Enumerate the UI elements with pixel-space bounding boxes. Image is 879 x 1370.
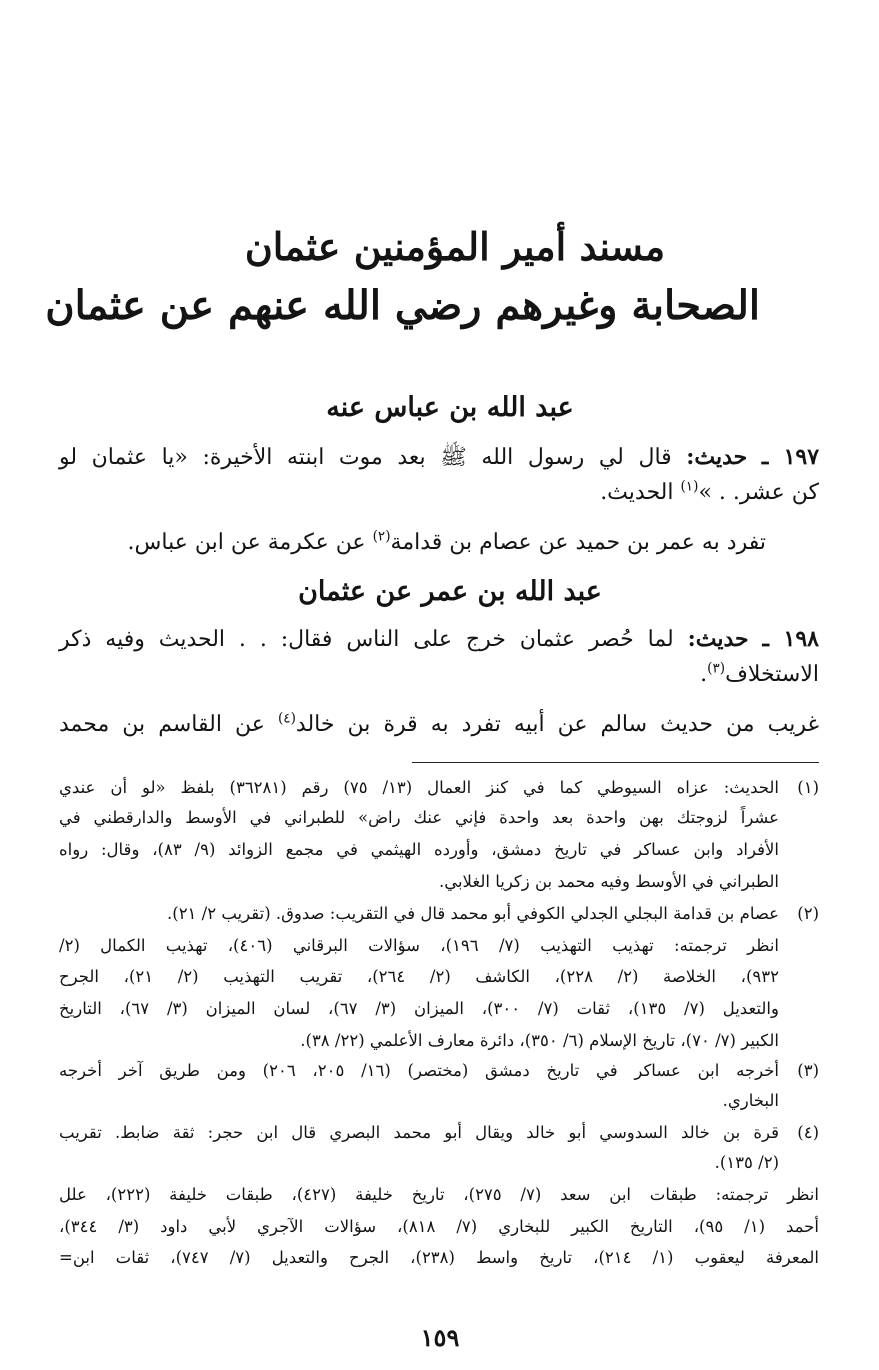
- note-text: غريب من حديث سالم عن أبيه تفرد به قرة بن خالد: [295, 712, 819, 737]
- hadith-tag: حديث:: [686, 444, 748, 470]
- hadith-197-line-2: [59, 478, 819, 505]
- hadith-text: الاستخلاف: [725, 662, 819, 687]
- footnote-ref-4[interactable]: (٤): [277, 710, 296, 727]
- footnote-4-line: انظر ترجمته: طبقات ابن سعد (٧/ ٢٧٥)، تاريخ خليفة (٤٢٧)، طبقات خليفة (٢٢٢)، علل: [59, 1185, 819, 1204]
- footnote-number: (٤): [797, 1123, 819, 1142]
- footnote-4-line: أحمد (١/ ٩٥)، التاريخ الكبير للبخاري (٧/ ٨١٨)، سؤالات الآجري لأبي داود (٣/ ٣٤٤)،: [59, 1217, 819, 1236]
- note-text: عن القاسم بن محمد: [59, 712, 278, 737]
- footnote-2-line: والتعديل (٧/ ١٣٥)، ثقات (٧/ ٣٠٠)، الميزان (٣/ ٦٧)، لسان الميزان (٣/ ٦٧)، التاريخ: [59, 999, 779, 1018]
- footnote-number: (٢): [797, 904, 819, 923]
- hadith-197-note: [61, 528, 766, 555]
- page-number: ١٥٩: [420, 1323, 460, 1352]
- footnote-number: (١): [797, 778, 819, 797]
- page-title-line-1: مسند أمير المؤمنين عثمان: [244, 224, 666, 269]
- hadith-text: .: [700, 662, 708, 687]
- footnote-divider: [412, 762, 819, 763]
- note-text: تفرد به عمر بن حميد عن عصام بن قدامة: [390, 530, 766, 555]
- hadith-number: ١٩٨ ـ: [762, 626, 819, 652]
- footnote-4-line: المعرفة ليعقوب (١/ ٢١٤)، تاريخ واسط (٢٣٨)، الجرح والتعديل (٧/ ٧٤٧)، ثقات ابن=: [59, 1248, 819, 1267]
- footnote-text: قرة بن خالد السدوسي أبو خالد ويقال أبو محمد البصري قال ابن حجر: ثقة ضابط. تقريب: [59, 1123, 779, 1142]
- footnote-ref-3[interactable]: (٣): [707, 660, 726, 677]
- hadith-text: لما حُصر عثمان خرج على الناس فقال: . . الحديث وفيه ذكر: [59, 627, 674, 652]
- footnote-3-line: البخاري.: [722, 1091, 779, 1110]
- hadith-tag: حديث:: [687, 626, 749, 652]
- hadith-198-note: [59, 710, 819, 737]
- hadith-text: قال لي رسول الله ﷺ بعد موت ابنته الأخيرة: «يا عثمان لو: [59, 445, 672, 470]
- hadith-number: ١٩٧ ـ: [761, 444, 820, 470]
- page-title-line-2: الصحابة وغيرهم رضي الله عنهم عن عثمان: [45, 282, 760, 329]
- hadith-text: كن عشر. . »: [698, 480, 819, 505]
- footnote-2-line: انظر ترجمته: تهذيب التهذيب (٧/ ١٩٦)، سؤالات البرقاني (٤٠٦)، تهذيب الكمال (٢/: [59, 936, 779, 955]
- footnote-ref-1[interactable]: (١): [680, 478, 699, 495]
- footnote-4-line: (٢/ ١٣٥).: [714, 1153, 779, 1172]
- hadith-text: الحديث.: [600, 480, 681, 505]
- hadith-198-line-2: [59, 660, 819, 687]
- hadith-198-line-1: [59, 628, 819, 651]
- footnote-ref-2[interactable]: (٢): [372, 528, 391, 545]
- footnote-text: الحديث: عزاه السيوطي كما في كنز العمال (١٣/ ٧٥) رقم (٣٦٢٨١) بلفظ «لو أن عندي: [59, 778, 779, 797]
- footnote-1-line: عشراً لزوجتك بهن واحدة بعد واحدة فإني عنك راض» للطبراني في الأوسط والدارقطني في: [59, 808, 779, 827]
- footnote-1-line: الأفراد وابن عساكر في تاريخ دمشق، وأورده الهيثمي في مجمع الزوائد (٩/ ٨٣)، وقال: رواه: [59, 840, 779, 859]
- footnote-number: (٣): [797, 1061, 819, 1080]
- footnote-text: أخرجه ابن عساكر في تاريخ دمشق (مختصر) (١٦/ ٢٠٥، ٢٠٦) ومن طريق آخر أخرجه: [59, 1061, 780, 1080]
- note-text: عن عكرمة عن ابن عباس.: [127, 530, 373, 555]
- footnote-1-line: الطبراني في الأوسط وفيه محمد بن زكريا الغلابي.: [438, 872, 779, 891]
- footnote-2-line: ٩٣٢)، الخلاصة (٢/ ٢٢٨)، الكاشف (٢/ ٢٦٤)، تقريب التهذيب (٢/ ٢١)، الجرح: [59, 967, 779, 986]
- hadith-197-line-1: [59, 446, 819, 469]
- footnote-2-line: الكبير (٧/ ٧٠)، تاريخ الإسلام (٦/ ٣٥٠)، دائرة معارف الأعلمي (٢٢/ ٣٨).: [300, 1031, 779, 1050]
- section-heading-ibn-umar: عبد الله بن عمر عن عثمان: [298, 576, 602, 607]
- section-heading-ibn-abbas: عبد الله بن عباس عنه: [326, 392, 574, 423]
- footnote-text: عصام بن قدامة البجلي الجدلي الكوفي أبو محمد قال في التقريب: صدوق. (تقريب ٢/ ٢١).: [167, 904, 779, 923]
